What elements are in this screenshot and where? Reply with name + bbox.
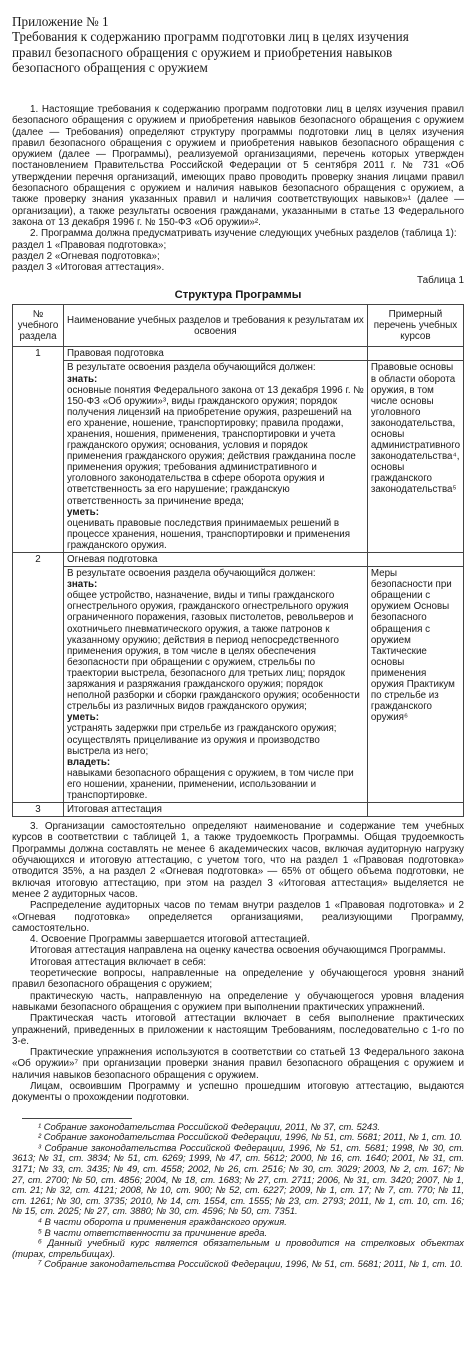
paragraph-1: 1. Настоящие требования к содержанию программ подготовки лиц в целях изучения правил безопасного обращения с оружием и приобретения навыков безопасного обращения с оружием (далее — Требования) определяют структуру программы подготовки лиц в целях изучения правил безопасного обращения с оружием и приобретения навыков безопасного обращения с оружием (далее — Программы), реализуемой организациями, перечень которых утвержден постановлением Правительства Российской Федерации от 5 сентября 2011 г. № 731 «Об утверждении перечня организаций, имеющих право проводить проверку знания лицами правил безопасного обращения с оружием и наличия навыков безопасного обращения с оружием, а также проверку знания указанных правил и наличия соответствующих навыков»¹ (далее — организации), а также результаты освоения гражданами, указанными в статье 13 Федерального закона от 13 декабря 1996 г. № 150-ФЗ «Об оружии»². xyxy=(12,104,464,228)
section-courses: Правовые основы в области оборота оружия, в том числе основы уголовного законодательства, основы административного законодательства⁴, основы гражданского законодательства⁵ xyxy=(367,361,463,553)
footnote: ² Собрание законодательства Российской Федерации, 1996, № 51, ст. 5681; 2011, № 1, ст. 10. xyxy=(38,1131,463,1143)
paragraph-2: 2. Программа должна предусматривать изучение следующих учебных разделов (таблица 1): xyxy=(30,228,457,240)
section-number: 3 xyxy=(13,803,64,817)
section-courses: Меры безопасности при обращении с оружием Основы безопасного обращения с оружием Тактические основы применения оружия Практикум по стрельбе из гражданского оружия⁶ xyxy=(367,567,463,803)
footnote: ¹ Собрание законодательства Российской Федерации, 2011, № 37, ст. 5243. xyxy=(38,1120,380,1132)
paragraph: практическую часть, направленную на определение у обучающегося уровня владения навыками безопасного обращения с оружием при выполнении практических упражнений. xyxy=(12,990,464,1013)
paragraph: теоретические вопросы, направленные на определение у обучающегося уровня знаний правил безопасного обращения с оружием; xyxy=(12,968,464,991)
section-requirements xyxy=(64,361,368,553)
requirements-intro: В результате освоения раздела обучающийся должен: xyxy=(67,362,316,374)
appendix-title-line: правил безопасного обращения с оружием и приобретения навыков xyxy=(12,44,393,60)
skill-text: устранять задержки при стрельбе из гражданского оружия; осуществлять прицеливание из оружия и производство выстрела из него; xyxy=(67,723,337,757)
know-text: основные понятия Федерального закона от 13 декабря 1996 г. № 150-ФЗ «Об оружии»³, виды гражданского оружия; порядок получения лицензий на приобретение оружия, разрешений на его хранение, ношение, транспортировку; правила продажи, хранения, ношения, применения, транспортировки и учета гражданского оружия; основания, условия и порядок применения гражданского оружия; действия гражданина после применения оружия; требования административного и уголовного законодательства в сфере оборота оружия и ответственность за его нарушение; гражданскую ответственность за причинение вреда; xyxy=(67,384,364,507)
paragraph-3: 3. Организации самостоятельно определяют наименование и содержание тем учебных курсов в соответствии с таблицей 1, а также трудоемкость Программы. Общая трудоемкость Программы должна составлять не менее 6 академических часов, включая аудиторную нагрузку обучающихся и итоговую аттестацию, с учетом того, что на раздел 1 «Правовая подготовка» отводится 35%, а на раздел 2 «Огневая подготовка» — 65% от общего объема подготовки, не включая итоговую аттестацию, при этом на раздел 3 «Итоговая аттестация» выделяется не менее 2 аудиторных часов. xyxy=(12,821,464,900)
section-name: Правовая подготовка xyxy=(64,347,368,361)
table-row xyxy=(13,803,464,817)
skill-label: уметь: xyxy=(67,506,99,518)
document-body xyxy=(12,104,464,1270)
know-label: знать: xyxy=(67,579,98,591)
paragraph: Распределение аудиторных часов по темам внутри разделов 1 «Правовая подготовка» и 2 «Огневая подготовка» определяется организациями, реализующими Программу, самостоятельно. xyxy=(12,900,464,934)
list-item: раздел 2 «Огневая подготовка»; xyxy=(12,250,160,262)
paragraph: Итоговая аттестация включает в себя: xyxy=(30,956,206,968)
own-text: навыками безопасного обращения с оружием, в том числе при его ношении, хранении, применении, использовании и транспортировке. xyxy=(67,767,354,801)
table-row xyxy=(13,567,464,803)
section-name: Огневая подготовка xyxy=(64,553,368,567)
section-name: Итоговая аттестация xyxy=(64,803,368,817)
header-section-number: № учебного раздела xyxy=(13,305,64,347)
appendix-title-line: Требования к содержанию программ подготовки лиц в целях изучения xyxy=(12,29,409,45)
table-header-row xyxy=(13,305,464,347)
section-number: 1 xyxy=(13,347,64,553)
footnotes xyxy=(12,1118,464,1270)
paragraph: Лицам, освоившим Программу и успешно прошедшим итоговую аттестацию, выдаются документы о прохождении подготовки. xyxy=(12,1081,464,1104)
table-row xyxy=(13,553,464,567)
section-requirements xyxy=(64,567,368,803)
after-table-text xyxy=(12,821,464,1103)
know-label: знать: xyxy=(67,373,98,385)
paragraph: Практическая часть итоговой аттестации включает в себя выполнение практических упражнений, приведенных в приложении к настоящим Требованиям, последовательно с 1-го по 3-е. xyxy=(12,1013,464,1047)
footnote: ⁵ В части ответственности за причинение вреда. xyxy=(38,1226,268,1238)
own-label: владеть: xyxy=(67,756,111,768)
skill-label: уметь: xyxy=(67,712,99,724)
table-label: Таблица 1 xyxy=(417,275,464,287)
table-row xyxy=(13,361,464,553)
section-number: 2 xyxy=(13,553,64,803)
paragraph: Практические упражнения используются в соответствии со статьей 13 Федерального закона «Об оружии»⁷ при организации проверки знания правил безопасного обращения с оружием и наличия навыков безопасного обращения с оружием. xyxy=(12,1047,464,1081)
footnote: ⁶ Данный учебный курс является обязательным и проводится на стрелковых объектах (тирах, стрельбищах). xyxy=(12,1237,464,1259)
list-item: раздел 3 «Итоговая аттестация». xyxy=(12,262,165,274)
requirements-intro: В результате освоения раздела обучающийся должен: xyxy=(67,568,316,580)
program-structure-table xyxy=(12,304,464,817)
footnote-divider xyxy=(22,1118,132,1119)
skill-text: оценивать правовые последствия принимаемых решений в процессе хранения, ношения, транспортировки и применения гражданского оружия. xyxy=(67,517,351,551)
header-courses: Примерный перечень учебных курсов xyxy=(367,305,463,347)
list-item: раздел 1 «Правовая подготовка»; xyxy=(12,239,167,251)
header-section-name: Наименование учебных разделов и требования к результатам их освоения xyxy=(64,305,368,347)
footnote: ³ Собрание законодательства Российской Федерации, 1996, № 51, ст. 5681; 1998, № 30, ст. 3613; № 31, ст. 3834; № 51, ст. 6269; 1999, № 47, ст. 5612; 2000, № 16, ст. 1640; 2001, № 31, ст. 3171; № 33, ст. 3435; № 49, ст. 4558; 2002, № 26, ст. 2516; № 30, ст. 3029; 2003, № 2, ст. 167; № 27, ст. 2700; № 50, ст. 4856; 2004, № 18, ст. 1683; № 27, ст. 2711; 2006, № 31, ст. 3420; 2007, № 1, ст. 21; № 32, ст. 4121; 2008, № 10, ст. 900; № 52, ст. 6227; 2009, № 1, ст. 17; № 7, ст. 770; № 11, ст. 1261; № 30, ст. 3735; 2010, № 14, ст. 1554, ст. 1555; № 23, ст. 2793; 2011, № 1, ст. 10, ст. 16; № 15, ст. 2025; № 27, ст. 3880; № 30, ст. 4596; № 50, ст. 7351. xyxy=(12,1141,464,1217)
paragraph: Итоговая аттестация направлена на оценку качества освоения обучающимся Программы. xyxy=(30,945,446,957)
paragraph-4: 4. Освоение Программы завершается итоговой аттестацией. xyxy=(30,934,310,946)
table-row xyxy=(13,347,464,361)
footnote: ⁴ В части оборота и применения гражданского оружия. xyxy=(38,1215,287,1227)
table-title: Структура Программы xyxy=(174,288,302,301)
appendix-title-line: безопасного обращения с оружием xyxy=(12,60,208,76)
know-text: общее устройство, назначение, виды и типы гражданского огнестрельного оружия, гражданского огнестрельного оружия ограниченного поражения, газовых пистолетов, револьверов и охотничьего пневматического оружия, а также патронов к указанному оружию; действия в период непосредственного применения оружия, в том числе в целях обеспечения безопасности при обращении с оружием, стрельбы по траектории выстрела, безопасного для третьих лиц; порядок заряжания и разряжания гражданского оружия; порядок неполной разборки и сборки гражданского оружия; особенности стрельбы из различных видов гражданского оружия; xyxy=(67,590,360,713)
footnote: ⁷ Собрание законодательства Российской Федерации, 1996, № 51, ст. 5681; 2011, № 1, ст. 10. xyxy=(38,1258,463,1270)
appendix-header xyxy=(12,14,458,76)
appendix-number: Приложение № 1 xyxy=(12,14,109,29)
